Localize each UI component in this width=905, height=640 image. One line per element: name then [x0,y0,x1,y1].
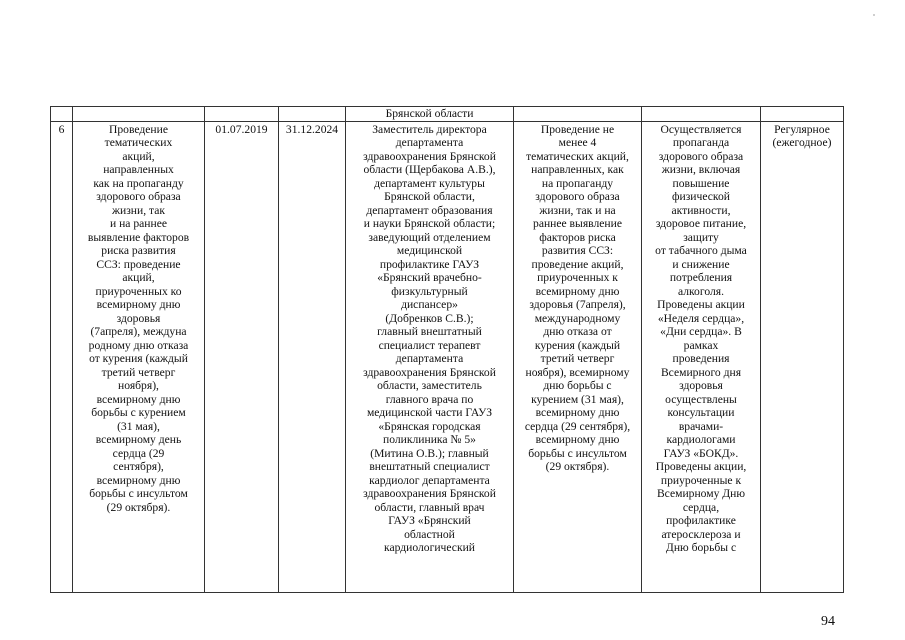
measures-table [50,106,844,593]
start-date-text: 01.07.2019 [215,122,268,136]
page-number: 94 [821,614,835,629]
measure-name-text: Проведение тематических акций, направленных как на пропаганду здорового образа жизни, так и на раннее выявление факторов риска развития ССЗ: проведение акций, приуроченных ко всемирному дню здоровья (7апреля), междуна родному дню отказа от курения (каждый третий четверг ноября), всемирному дню борьбы с курением (31 мая), всемирному день сердца (29 сентября), всемирному дню борьбы с инсультом (29 октября). [87,122,190,514]
end-date-text: 31.12.2024 [285,122,339,136]
responsible-cell [346,121,514,592]
status-cell [642,121,761,592]
scan-dot [873,14,875,16]
continuation-cell-responsible [346,107,514,122]
continuation-cell-periodicity [761,107,844,122]
continuation-cell-status [642,107,761,122]
continuation-row [51,107,844,122]
periodicity-cell [761,121,844,592]
continuation-cell-name [73,107,205,122]
row-number-text: 6 [58,122,65,136]
result-cell [514,121,642,592]
result-text: Проведение не менее 4 тематических акций, направленных, как на пропаганду здорового образа жизни, так и на раннее выявление факторов риска развития ССЗ: проведение акций, приуроченных к всемирному дню здоровья (7апреля), международному дню отказа от курения (каждый третий четверг ноября), всемирному дню борьбы с курением (31 мая), всемирному дню сердца (29 сентября), всемирному дню борьбы с инсультом (29 октября). [524,122,631,473]
table-row [51,121,844,592]
continuation-cell-number [51,107,73,122]
periodicity-text: Регулярное (ежегодное) [772,122,832,149]
measure-name-cell [73,121,205,592]
continuation-cell-start [205,107,279,122]
end-date-cell [279,121,346,592]
responsible-text: Заместитель директора департамента здравоохранения Брянской области (Щербакова А.В.), департамент культуры Брянской области, департамент образования и науки Брянской области; заведующий отделением медицинской профилактике ГАУЗ «Брянский врачебно- физкультурный диспансер» (Добренков С.В.); главный внештатный специалист терапевт департамента здравоохранения Брянской области, заместитель главного врача по медицинской части ГАУЗ «Брянская городская поликлиника № 5» (Митина О.В.); главный внештатный специалист кардиолог департамента здравоохранения Брянской области, главный врач ГАУЗ «Брянский областной кардиологический [363,122,496,554]
status-text: Осуществляется пропаганда здорового образа жизни, включая повышение физической активности, здоровое питание, защиту от табачного дыма и снижение потребления алкоголя. Проведены акции «Неделя сердца», «Дни сердца». В рамках проведения Всемирного дня здоровья осуществлены консультации врачами- кардиологами ГАУЗ «БОКД». Проведены акции, приуроченные к Всемирному Дню сердца, профилактике атеросклероза и Дню борьбы с [655,122,747,554]
start-date-cell [205,121,279,592]
continuation-cell-end [279,107,346,122]
responsible-continuation-text: Брянской области [385,107,474,120]
row-number [51,121,73,592]
continuation-cell-result [514,107,642,122]
